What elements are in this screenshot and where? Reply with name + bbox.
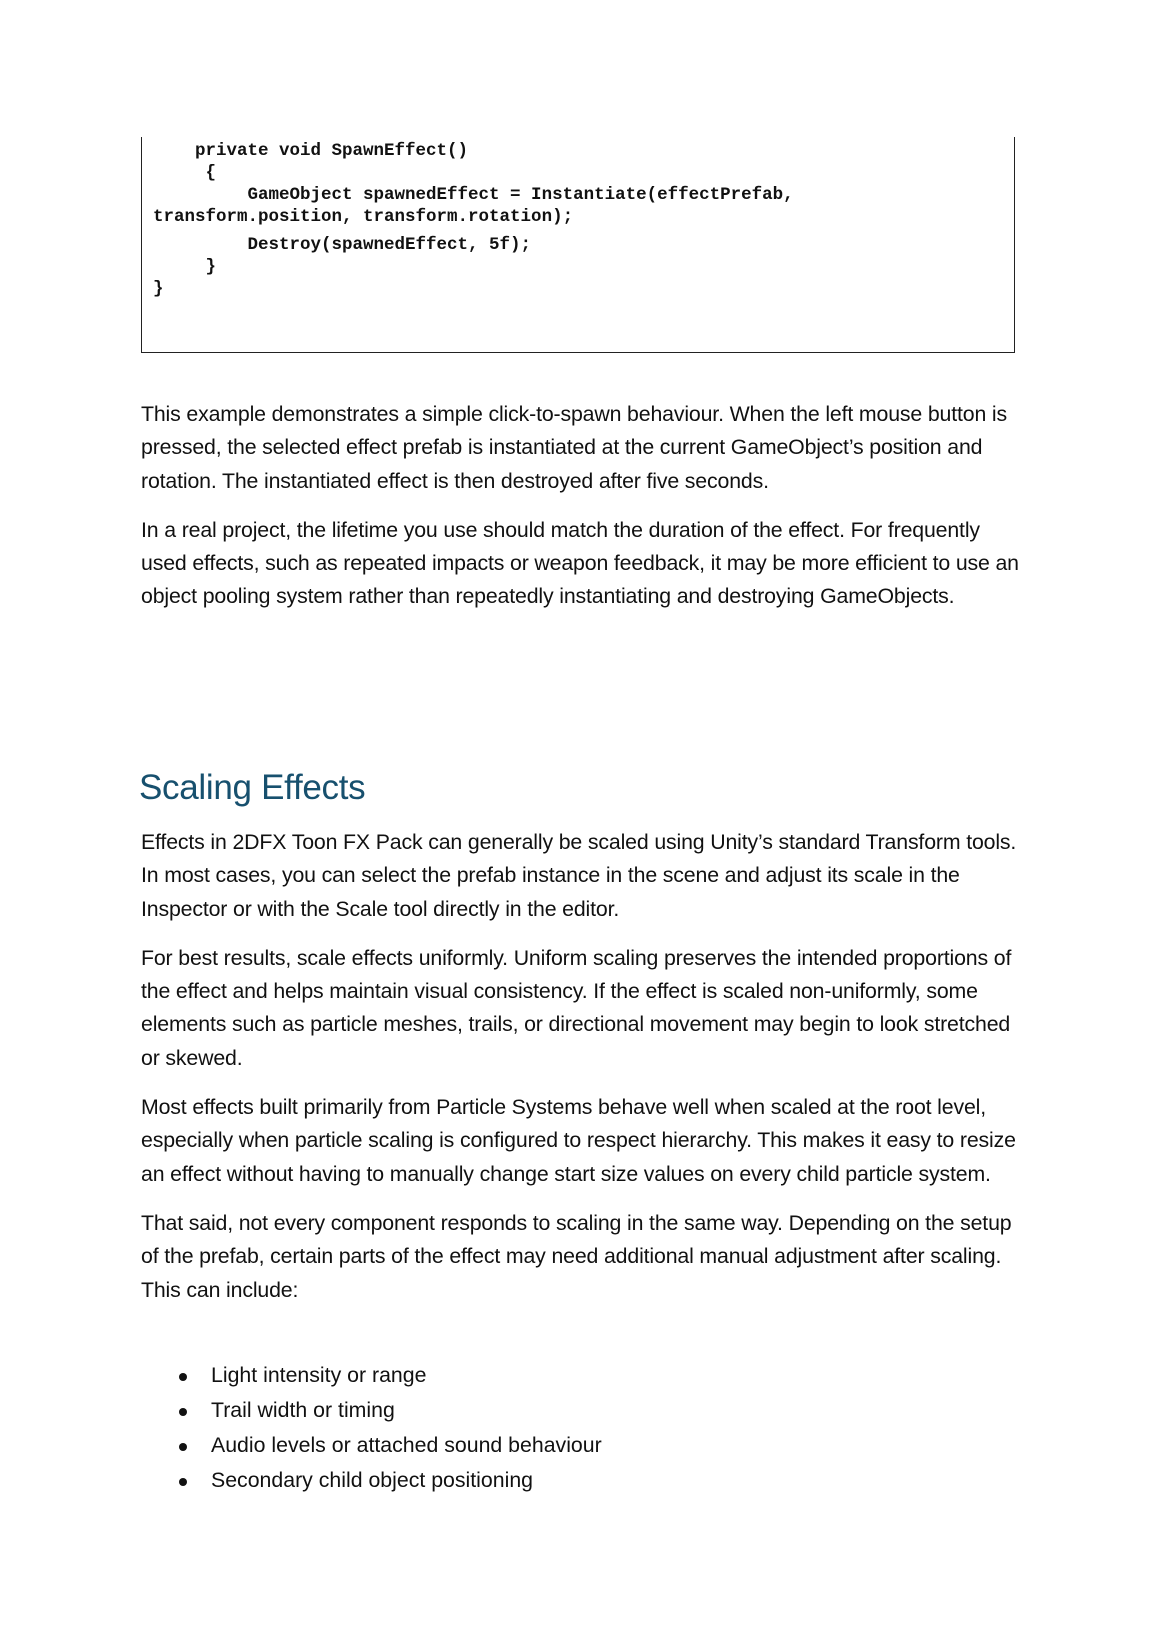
list-item	[141, 1463, 602, 1498]
code-block	[141, 137, 1015, 353]
bullet-icon	[179, 1478, 187, 1486]
bullet-icon	[179, 1443, 187, 1451]
code-listing	[153, 140, 794, 300]
code-line: transform.position, transform.rotation);	[153, 207, 574, 227]
paragraph: Effects in 2DFX Toon FX Pack can generally be scaled using Unity’s standard Transform tools. In most cases, you can select the prefab instance in the scene and adjust its scale in the Inspector or with the Scale tool directly in the editor.	[141, 830, 1017, 921]
list-item-text: Secondary child object positioning	[211, 1468, 534, 1492]
code-line: GameObject spawnedEffect = Instantiate(effectPrefab,	[153, 185, 794, 205]
list-item	[141, 1393, 602, 1428]
bullet-icon	[179, 1408, 187, 1416]
bullet-list	[141, 1358, 602, 1498]
code-line: }	[153, 257, 217, 277]
code-line: private void SpawnEffect()	[153, 141, 469, 161]
paragraph: Most effects built primarily from Particle Systems behave well when scaled at the root level, especially when particle scaling is configured to respect hierarchy. This makes it easy to resize an effect without having to manually change start size values on every child particle system.	[141, 1095, 1016, 1186]
bullet-icon	[179, 1373, 187, 1381]
list-item	[141, 1358, 602, 1393]
code-line: Destroy(spawnedEffect, 5f);	[153, 235, 532, 255]
code-line: }	[153, 279, 164, 299]
intro-text	[141, 398, 1021, 630]
list-item-text: Trail width or timing	[211, 1398, 395, 1422]
paragraph: That said, not every component responds to scaling in the same way. Depending on the setup of the prefab, certain parts of the effect may need additional manual adjustment after scaling. This can include:	[141, 1210, 1012, 1302]
section-heading: Scaling Effects	[139, 768, 366, 807]
section-body	[141, 826, 1021, 1323]
paragraph: This example demonstrates a simple click-to-spawn behaviour. When the left mouse button is pressed, the selected effect prefab is instantiated at the current GameObject’s position and rotation. The instantiated effect is then destroyed after five seconds.	[141, 402, 1008, 493]
paragraph: For best results, scale effects uniformly. Uniform scaling preserves the intended proportions of the effect and helps maintain visual consistency. If the effect is scaled non-uniformly, some elements such as particle meshes, trails, or directional movement may begin to look stretched or skewed.	[141, 945, 1012, 1070]
code-line: {	[153, 163, 217, 183]
paragraph: In a real project, the lifetime you use should match the duration of the effect. For frequently used effects, such as repeated impacts or weapon feedback, it may be more efficient to use an object pooling system rather than repeatedly instantiating and destroying GameObjects.	[141, 517, 1019, 609]
list-item-text: Audio levels or attached sound behaviour	[211, 1433, 602, 1457]
list-item-text: Light intensity or range	[211, 1363, 427, 1387]
list-item	[141, 1428, 602, 1463]
